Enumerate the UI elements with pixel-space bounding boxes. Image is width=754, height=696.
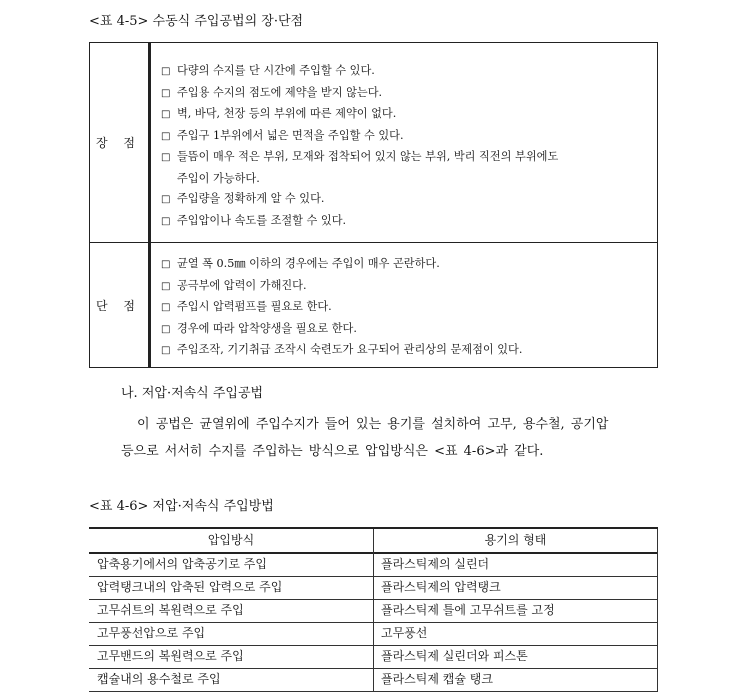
pros-cons-table	[89, 42, 658, 368]
table-cell: 플라스틱제의 압력탱크	[381, 580, 501, 594]
table-cell: 플라스틱제 실린더와 피스톤	[381, 649, 528, 663]
table-cell: 고무쉬트의 복원력으로 주입	[97, 603, 244, 617]
table-right-border	[657, 529, 658, 691]
list-item: □ 경우에 따라 압착양생을 필요로 한다.	[161, 319, 655, 341]
pros-list	[161, 61, 655, 232]
table-4-5-caption: <표 4-5> 수동식 주입공법의 장·단점	[89, 14, 304, 29]
list-item: □ 주입시 압력펌프를 필요로 한다.	[161, 297, 655, 319]
table-cell: 플라스틱제 틀에 고무쉬트를 고정	[381, 603, 555, 617]
list-item: □ 벽, 바닥, 천장 등의 부위에 따른 제약이 없다.	[161, 104, 655, 126]
label-column-divider	[148, 42, 151, 368]
body-paragraph-line: 등으로 서서히 수지를 주입하는 방식으로 압입방식은 <표 4-6>과 같다.	[121, 444, 544, 459]
checkbox-icon: □	[161, 130, 171, 142]
injection-method-table	[89, 527, 658, 691]
body-paragraph-line: 이 공법은 균열위에 주입수지가 들어 있는 용기를 설치하여 고무, 용수철, 공기압	[137, 417, 609, 432]
checkbox-icon: □	[161, 323, 171, 335]
list-item: □ 공극부에 압력이 가해진다.	[161, 276, 655, 298]
table-cell: 압축용기에서의 압축공기로 주입	[97, 557, 267, 571]
table-cell: 압력탱크내의 압축된 압력으로 주입	[97, 580, 283, 594]
table-cell: 캡슐내의 용수철로 주입	[97, 672, 221, 686]
checkbox-icon: □	[161, 345, 171, 356]
list-item: □ 균열 폭 0.5㎜ 이하의 경우에는 주입이 매우 곤란하다.	[161, 254, 655, 276]
checkbox-icon: □	[161, 152, 171, 163]
checkbox-icon: □	[161, 194, 171, 205]
column-header-container: 용기의 형태	[484, 533, 547, 547]
table-cell: 플라스틱제 캡슐 탱크	[381, 672, 493, 686]
list-item-continuation: 주입이 가능하다.	[177, 171, 260, 185]
table-bottom-border	[89, 367, 658, 368]
checkbox-icon: □	[161, 215, 171, 227]
table-cell: 고무풍선압으로 주입	[97, 626, 206, 640]
list-item: □ 주입용 수지의 점도에 제약을 받지 않는다.	[161, 83, 655, 105]
list-item: □ 다량의 수지를 단 시간에 주입할 수 있다.	[161, 61, 655, 83]
list-item: □ 주입조작, 기기취급 조작시 숙련도가 요구되어 관리상의 문제점이 있다.	[161, 340, 655, 362]
table-cell: 고무풍선	[381, 626, 428, 640]
pros-label: 장 점	[96, 136, 141, 150]
table-cell: 고무밴드의 복원력으로 주입	[97, 649, 244, 663]
list-item: □ 주입구 1부위에서 넓은 면적을 주입할 수 있다.	[161, 126, 655, 148]
list-item: □ 주입량을 정확하게 알 수 있다.	[161, 189, 655, 211]
table-cell: 플라스틱제의 실린더	[381, 557, 490, 571]
cons-label: 단 점	[96, 299, 141, 313]
table-4-6-caption: <표 4-6> 저압·저속식 주입방법	[89, 499, 274, 514]
checkbox-icon: □	[161, 109, 171, 120]
checkbox-icon: □	[161, 259, 171, 270]
list-item: □ 들뜸이 매우 적은 부위, 모재와 접착되어 있지 않는 부위, 박리 직전의 부위에도	[161, 147, 655, 169]
cons-list	[161, 254, 655, 362]
column-divider	[373, 529, 374, 691]
table-top-border	[89, 42, 658, 43]
checkbox-icon: □	[161, 66, 171, 77]
checkbox-icon: □	[161, 280, 171, 292]
table-left-border	[89, 42, 90, 368]
row-divider	[89, 242, 658, 243]
checkbox-icon: □	[161, 302, 171, 313]
column-header-method: 압입방식	[207, 533, 255, 547]
list-item: □ 주입압이나 속도를 조절할 수 있다.	[161, 211, 655, 233]
table-right-border	[657, 42, 658, 368]
checkbox-icon: □	[161, 87, 171, 99]
section-heading: 나. 저압·저속식 주입공법	[121, 386, 264, 401]
